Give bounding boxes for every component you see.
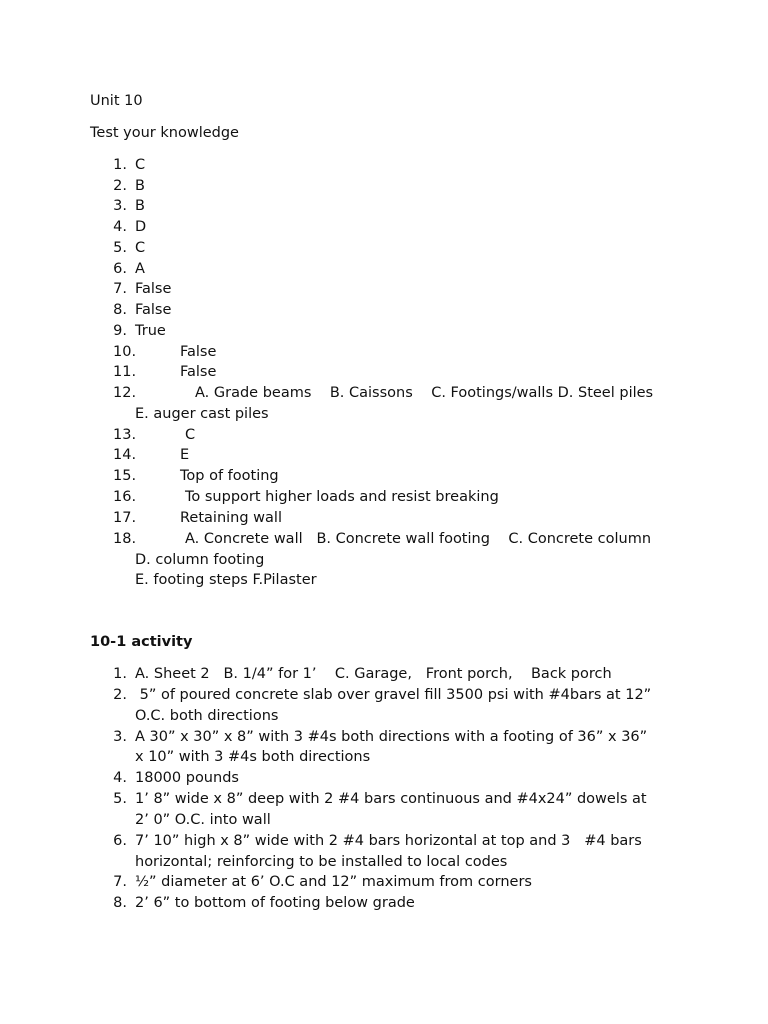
- item-text-continuation: 2’ 0” O.C. into wall: [135, 812, 271, 828]
- item-number: 5.: [113, 791, 127, 807]
- item-number: 11.: [113, 364, 137, 380]
- item-text: 2’ 6” to bottom of footing below grade: [135, 895, 415, 911]
- item-number: 16.: [113, 489, 137, 505]
- item-text: 7’ 10” high x 8” wide with 2 #4 bars horizontal at top and 3 #4 bars: [135, 833, 642, 849]
- item-text: Retaining wall: [180, 510, 282, 526]
- item-number: 17.: [113, 510, 137, 526]
- item-text: B: [135, 178, 145, 194]
- section-title-10-1-activity: 10-1 activity: [90, 634, 193, 650]
- item-text: ½” diameter at 6’ O.C and 12” maximum from corners: [135, 874, 532, 890]
- item-text: C: [135, 240, 146, 256]
- item-text-continuation: horizontal; reinforcing to be installed to local codes: [135, 854, 508, 870]
- item-text-continuation: E. footing steps F.Pilaster: [135, 572, 317, 588]
- item-number: 8.: [113, 302, 127, 318]
- item-number: 12.: [113, 385, 137, 401]
- item-text-continuation: x 10” with 3 #4s both directions: [135, 749, 371, 765]
- item-number: 1.: [113, 157, 127, 173]
- item-text-continuation: O.C. both directions: [135, 708, 279, 724]
- item-number: 7.: [113, 874, 127, 890]
- item-text: C: [135, 157, 146, 173]
- item-text: 1’ 8” wide x 8” deep with 2 #4 bars continuous and #4x24” dowels at: [135, 791, 647, 807]
- item-number: 2.: [113, 178, 127, 194]
- item-number: 5.: [113, 240, 127, 256]
- item-text: D: [135, 219, 147, 235]
- item-text: Top of footing: [180, 468, 279, 484]
- item-text: A 30” x 30” x 8” with 3 #4s both directions with a footing of 36” x 36”: [135, 729, 648, 745]
- item-text-continuation: D. column footing: [135, 552, 265, 568]
- item-text: C: [185, 427, 196, 443]
- item-number: 10.: [113, 344, 137, 360]
- item-number: 15.: [113, 468, 137, 484]
- item-number: 3.: [113, 729, 127, 745]
- unit-title: Unit 10: [90, 93, 143, 109]
- item-text: A. Grade beams B. Caissons C. Footings/walls D. Steel piles: [195, 385, 654, 401]
- item-text: False: [135, 302, 172, 318]
- item-text: 5” of poured concrete slab over gravel fill 3500 psi with #4bars at 12”: [135, 687, 652, 703]
- item-number: 13.: [113, 427, 137, 443]
- item-number: 6.: [113, 833, 127, 849]
- item-number: 9.: [113, 323, 127, 339]
- item-number: 4.: [113, 770, 127, 786]
- item-number: 6.: [113, 261, 127, 277]
- item-text: False: [135, 281, 172, 297]
- item-number: 14.: [113, 447, 137, 463]
- item-text: To support higher loads and resist breaking: [185, 489, 499, 505]
- item-number: 1.: [113, 666, 127, 682]
- item-text: False: [180, 344, 217, 360]
- item-number: 18.: [113, 531, 137, 547]
- item-text: E: [180, 447, 190, 463]
- item-text: A. Concrete wall B. Concrete wall footing C. Concrete column: [185, 531, 652, 547]
- item-number: 4.: [113, 219, 127, 235]
- item-text: False: [180, 364, 217, 380]
- item-number: 2.: [113, 687, 127, 703]
- item-number: 8.: [113, 895, 127, 911]
- item-text: B: [135, 198, 145, 214]
- item-text-continuation: E. auger cast piles: [135, 406, 269, 422]
- section-title-test-your-knowledge: Test your knowledge: [90, 125, 239, 141]
- item-text: True: [135, 323, 166, 339]
- item-number: 3.: [113, 198, 127, 214]
- item-text: 18000 pounds: [135, 770, 239, 786]
- item-number: 7.: [113, 281, 127, 297]
- item-text: A: [135, 261, 145, 277]
- item-text: A. Sheet 2 B. 1/4” for 1’ C. Garage, Front porch, Back porch: [135, 666, 612, 682]
